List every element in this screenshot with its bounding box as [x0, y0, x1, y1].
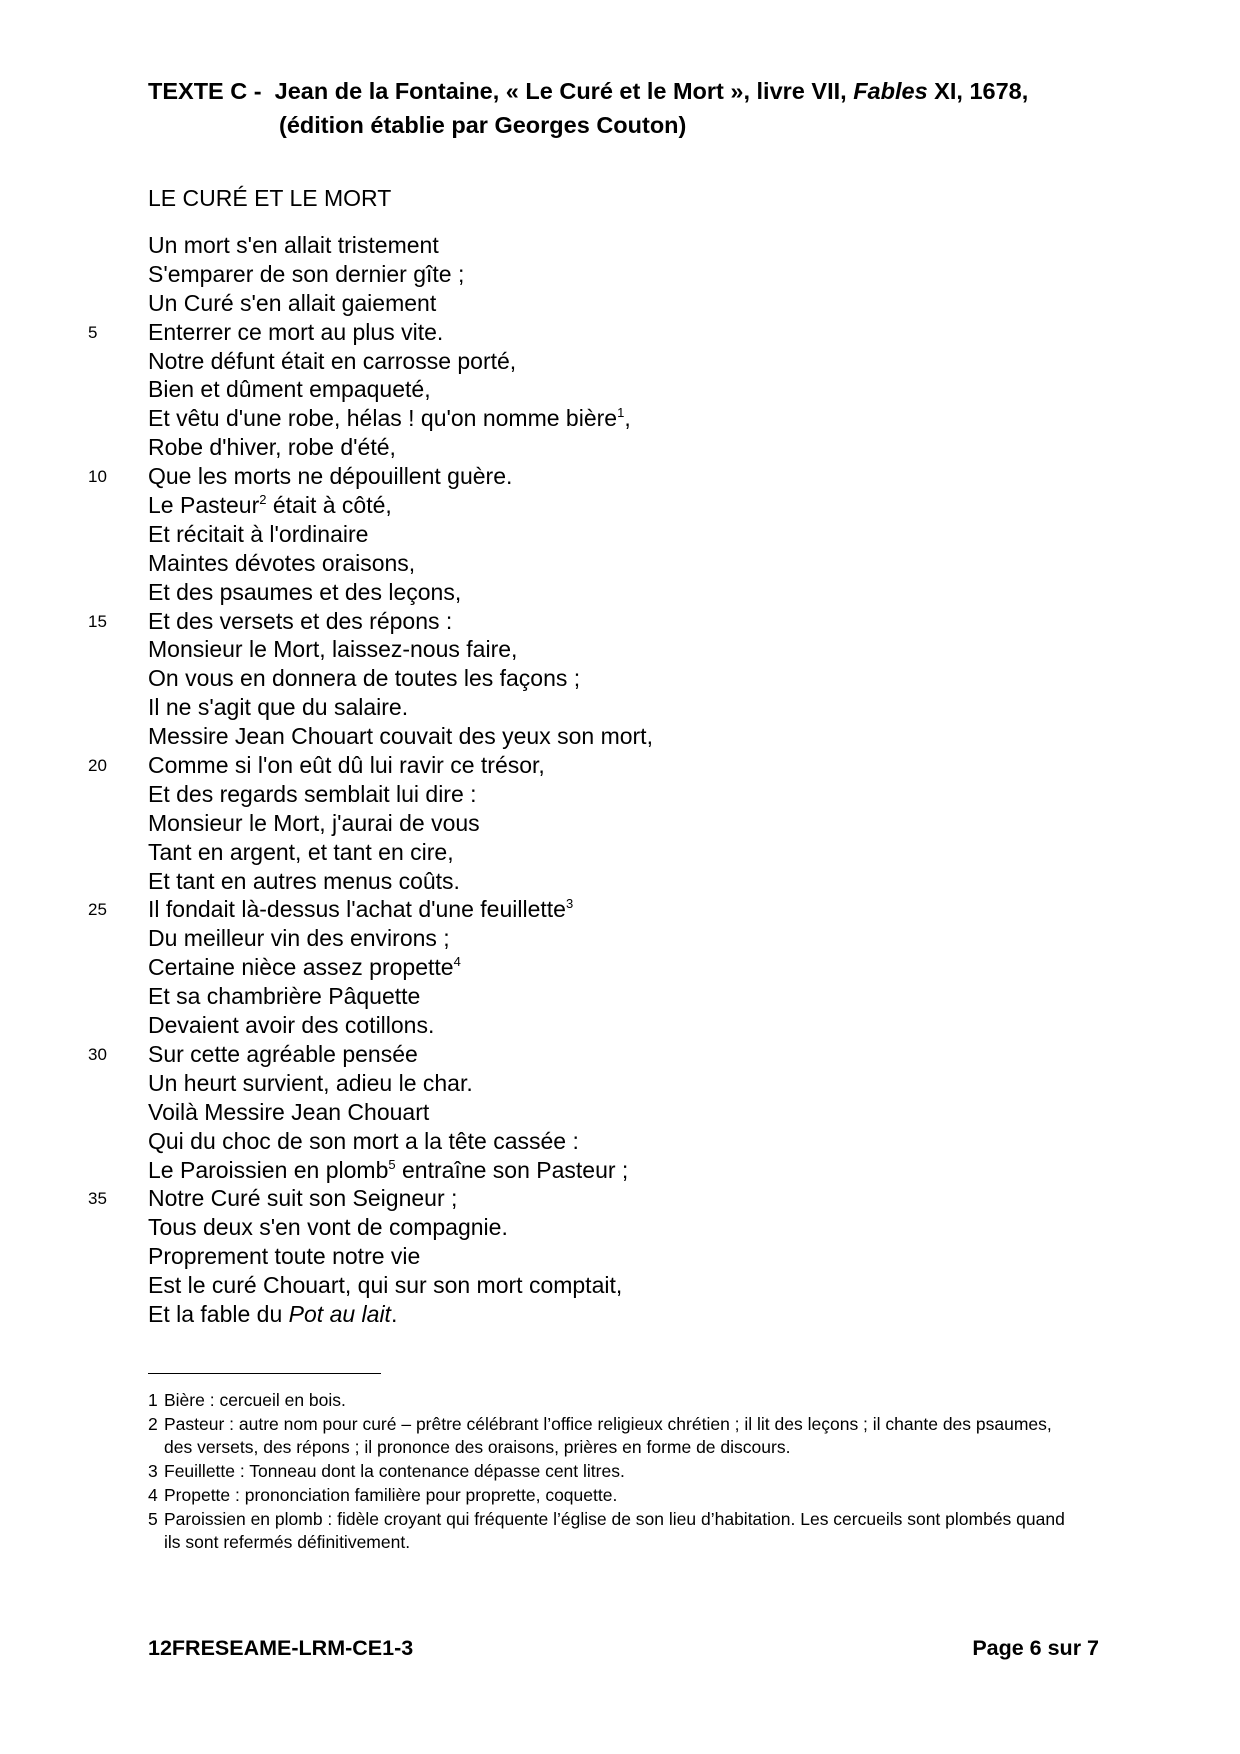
- footnotes: [148, 1389, 1068, 1555]
- footnote: [148, 1413, 1068, 1459]
- footnote-ref: 2: [259, 492, 267, 508]
- verse-text: Qui du choc de son mort a la tête cassée :: [148, 1127, 579, 1154]
- footnote-text: Feuillette : Tonneau dont la contenance dépasse cent litres.: [164, 1461, 625, 1481]
- poem-line: [148, 924, 653, 953]
- poem-line: [148, 635, 653, 664]
- verse-text: Et des versets et des répons :: [148, 607, 453, 634]
- footnote: [148, 1389, 1068, 1412]
- edition-note: (édition établie par Georges Couton): [279, 112, 687, 138]
- poem-line: [88, 1040, 653, 1069]
- poem-line: [148, 1127, 653, 1156]
- footnote: [148, 1484, 1068, 1507]
- verse-text: On vous en donnera de toutes les façons ;: [148, 665, 581, 692]
- poem-line: [148, 260, 653, 289]
- footnote-separator: [148, 1373, 381, 1374]
- poem-line: [148, 809, 653, 838]
- poem-line: [88, 1184, 653, 1213]
- footnote-ref: 3: [565, 896, 574, 912]
- footnote-ref: 5: [388, 1156, 396, 1172]
- line-number: 15: [88, 611, 107, 631]
- footnote-number: 4: [148, 1485, 158, 1505]
- verse-text: Le Paroissien en plomb: [148, 1156, 389, 1183]
- poem-line: [148, 982, 653, 1011]
- poem-line: [148, 578, 653, 607]
- verse-text: Notre Curé suit son Seigneur ;: [148, 1185, 458, 1212]
- verse-text: Tant en argent, et tant en cire,: [148, 838, 454, 865]
- verse-text: Robe d'hiver, robe d'été,: [148, 434, 396, 461]
- poem-line: [88, 607, 653, 636]
- poem-line: [148, 780, 653, 809]
- verse-text: Est le curé Chouart, qui sur son mort comptait,: [148, 1272, 623, 1299]
- verse-text: Monsieur le Mort, j'aurai de vous: [148, 809, 480, 836]
- footnote-number: 1: [148, 1390, 158, 1410]
- line-number: 30: [88, 1044, 107, 1064]
- poem-title: LE CURÉ ET LE MORT: [148, 185, 392, 211]
- verse-text: Messire Jean Chouart couvait des yeux son mort,: [148, 723, 653, 750]
- verse-text: Il ne s'agit que du salaire.: [148, 694, 409, 721]
- poem-line: [148, 1271, 653, 1300]
- verse-text: Que les morts ne dépouillent guère.: [148, 463, 513, 490]
- line-number: 5: [88, 322, 98, 342]
- poem-line: [148, 664, 653, 693]
- verse-text: Un heurt survient, adieu le char.: [148, 1069, 473, 1096]
- verse-text: Et récitait à l'ordinaire: [148, 520, 369, 547]
- verse-text: Voilà Messire Jean Chouart: [148, 1098, 430, 1125]
- footnote-text: Bière : cercueil en bois.: [164, 1390, 346, 1410]
- poem-line: [148, 838, 653, 867]
- verse-text: Tous deux s'en vont de compagnie.: [148, 1214, 508, 1241]
- verse-text: Enterrer ce mort au plus vite.: [148, 318, 444, 345]
- poem-line: [148, 1242, 653, 1271]
- poem-line: [148, 491, 653, 520]
- work-details: XI, 1678,: [927, 78, 1029, 104]
- poem-line: [148, 1011, 653, 1040]
- verse-text: Et sa chambrière Pâquette: [148, 983, 421, 1010]
- verse-text: Notre défunt était en carrosse porté,: [148, 347, 517, 374]
- poem-line: [148, 1156, 653, 1185]
- footnote-number: 3: [148, 1461, 158, 1481]
- poem-line: [88, 895, 653, 924]
- verse-text: Devaient avoir des cotillons.: [148, 1012, 435, 1039]
- verse-text: S'emparer de son dernier gîte ;: [148, 260, 465, 287]
- verse-text: Et des regards semblait lui dire :: [148, 780, 477, 807]
- document-code: 12FRESEAME-LRM-CE1-3: [148, 1636, 414, 1660]
- header-line-1: [148, 74, 1028, 108]
- poem-line: [148, 231, 653, 260]
- poem-line: [148, 1069, 653, 1098]
- poem-line: [148, 520, 653, 549]
- poem-line: [148, 1300, 653, 1329]
- poem-line: [148, 953, 653, 982]
- poem-line: [88, 318, 653, 347]
- verse-text: Et la fable du: [148, 1300, 289, 1327]
- poem-line: [148, 693, 653, 722]
- author-title: Jean de la Fontaine, « Le Curé et le Mort », livre VII,: [274, 78, 854, 104]
- verse-text: Un mort s'en allait tristement: [148, 232, 439, 258]
- verse-text-after: ,: [624, 405, 631, 432]
- line-number: 20: [88, 756, 107, 776]
- verse-text-after: .: [390, 1300, 398, 1327]
- verse-text: Monsieur le Mort, laissez-nous faire,: [148, 636, 518, 663]
- footnote-number: 2: [148, 1414, 158, 1434]
- page-number: Page 6 sur 7: [972, 1636, 1099, 1660]
- footnote: [148, 1508, 1068, 1554]
- footnote: [148, 1460, 1068, 1483]
- poem-line: [148, 347, 653, 376]
- footnote-text: Propette : prononciation familière pour proprette, coquette.: [164, 1485, 618, 1505]
- poem-line: [88, 462, 653, 491]
- line-number: 10: [88, 467, 107, 487]
- poem-line: [148, 404, 653, 433]
- document-header: [148, 74, 1028, 142]
- poem-line: [148, 289, 653, 318]
- footnote-ref: 1: [617, 405, 625, 421]
- verse-text: Et vêtu d'une robe, hélas ! qu'on nomme bière: [148, 405, 618, 432]
- footnote-text: Pasteur : autre nom pour curé – prêtre célébrant l’office religieux chrétien ; il lit des leçons ; il chante des psaumes, des versets, des répons ; il prononce des oraisons, prières en forme de discours.: [164, 1414, 1052, 1457]
- verse-text-after: était à côté,: [266, 492, 392, 519]
- verse-text: Du meilleur vin des environs ;: [148, 925, 450, 952]
- verse-text: Comme si l'on eût dû lui ravir ce trésor,: [148, 752, 545, 779]
- verse-text: Et tant en autres menus coûts.: [148, 867, 460, 894]
- verse-text: Maintes dévotes oraisons,: [148, 549, 416, 576]
- verse-text: Proprement toute notre vie: [148, 1243, 421, 1270]
- verse-text-after: entraîne son Pasteur ;: [395, 1156, 629, 1183]
- footnote-number: 5: [148, 1509, 158, 1529]
- verse-text: Il fondait là-dessus l'achat d'une feuillette: [148, 896, 566, 923]
- footnote-ref: 4: [453, 954, 461, 970]
- poem-line: [148, 433, 653, 462]
- verse-text: Certaine nièce assez propette: [148, 954, 454, 981]
- verse-italic: Pot au lait: [288, 1300, 391, 1327]
- verse-text: Bien et dûment empaqueté,: [148, 376, 431, 403]
- verse-text: Sur cette agréable pensée: [148, 1040, 418, 1067]
- work-title: Fables: [853, 78, 928, 104]
- text-label: TEXTE C -: [148, 78, 262, 104]
- line-number: 35: [88, 1189, 107, 1209]
- poem-line: [148, 1098, 653, 1127]
- footnote-text: Paroissien en plomb : fidèle croyant qui fréquente l’église de son lieu d’habitation. Les cercueils sont plombés quand ils sont refermés définitivement.: [164, 1509, 1065, 1552]
- verse-text: Et des psaumes et des leçons,: [148, 578, 462, 605]
- poem-line: [148, 549, 653, 578]
- verse-text: Un Curé s'en allait gaiement: [148, 289, 437, 316]
- poem-line: [148, 375, 653, 404]
- poem-body: [88, 231, 653, 1329]
- verse-text: Le Pasteur: [148, 492, 260, 519]
- poem-line: [148, 867, 653, 896]
- line-number: 25: [88, 900, 107, 920]
- poem-line: [148, 722, 653, 751]
- poem-line: [88, 751, 653, 780]
- poem-line: [148, 1213, 653, 1242]
